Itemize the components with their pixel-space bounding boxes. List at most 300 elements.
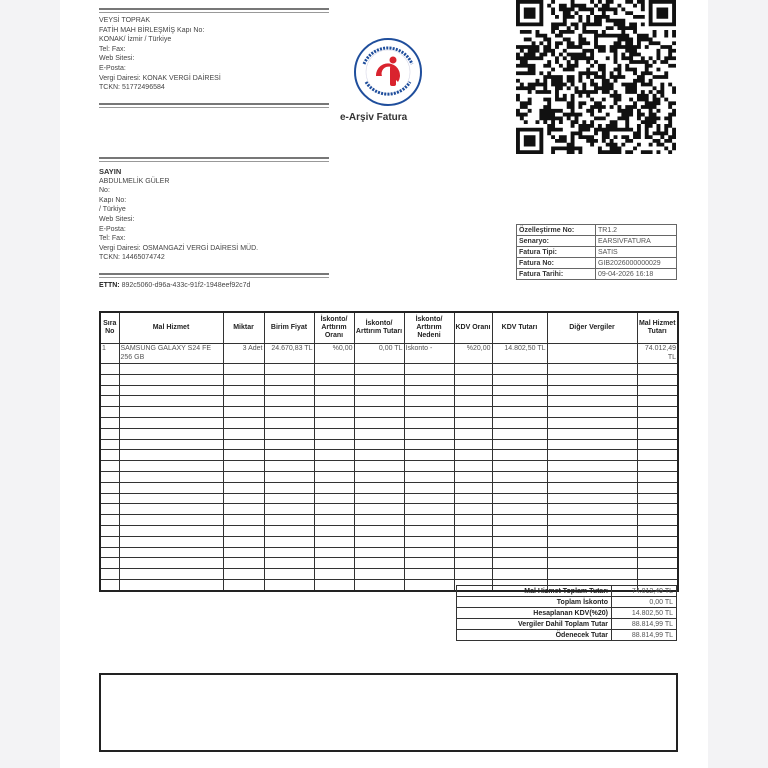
empty-cell bbox=[454, 450, 492, 461]
empty-cell bbox=[100, 471, 119, 482]
buyer-line: E-Posta: bbox=[99, 225, 126, 233]
empty-cell bbox=[119, 493, 223, 504]
empty-cell bbox=[100, 428, 119, 439]
empty-cell bbox=[119, 525, 223, 536]
empty-cell bbox=[454, 374, 492, 385]
empty-cell bbox=[547, 396, 637, 407]
empty-cell bbox=[100, 385, 119, 396]
empty-cell bbox=[492, 439, 547, 450]
empty-cell bbox=[100, 450, 119, 461]
empty-cell bbox=[637, 407, 678, 418]
buyer-line: TCKN: 14465074742 bbox=[99, 254, 165, 262]
empty-row bbox=[100, 536, 678, 547]
empty-cell bbox=[314, 417, 354, 428]
empty-cell bbox=[223, 385, 264, 396]
table-cell: SAMSUNG GALAXY S24 FE 256 GB bbox=[119, 344, 223, 364]
empty-cell bbox=[637, 385, 678, 396]
empty-cell bbox=[454, 515, 492, 526]
empty-cell bbox=[637, 461, 678, 472]
empty-cell bbox=[223, 525, 264, 536]
empty-cell bbox=[223, 428, 264, 439]
empty-cell bbox=[314, 396, 354, 407]
empty-cell bbox=[100, 461, 119, 472]
empty-cell bbox=[454, 569, 492, 580]
info-value: 09-04-2026 16:18 bbox=[596, 269, 677, 280]
empty-cell bbox=[223, 536, 264, 547]
empty-cell bbox=[119, 385, 223, 396]
empty-cell bbox=[354, 461, 404, 472]
empty-cell bbox=[119, 364, 223, 375]
empty-cell bbox=[492, 504, 547, 515]
gib-logo bbox=[352, 36, 424, 108]
empty-cell bbox=[354, 536, 404, 547]
info-row bbox=[517, 247, 677, 258]
empty-cell bbox=[314, 364, 354, 375]
info-key: Fatura Tarihi: bbox=[517, 269, 596, 280]
empty-cell bbox=[264, 364, 314, 375]
empty-row bbox=[100, 407, 678, 418]
ettn-line bbox=[99, 282, 250, 289]
info-row bbox=[517, 269, 677, 280]
totals-value: 88.814,99 TL bbox=[612, 619, 677, 630]
empty-cell bbox=[119, 547, 223, 558]
totals-value: 0,00 TL bbox=[612, 597, 677, 608]
empty-cell bbox=[264, 461, 314, 472]
seller-line: E-Posta: bbox=[99, 64, 126, 72]
empty-cell bbox=[119, 569, 223, 580]
info-value: GIB2026000000029 bbox=[596, 258, 677, 269]
empty-cell bbox=[223, 374, 264, 385]
totals-label: Ödenecek Tutar bbox=[457, 630, 612, 641]
empty-cell bbox=[100, 579, 119, 590]
empty-cell bbox=[100, 439, 119, 450]
empty-row bbox=[100, 417, 678, 428]
empty-cell bbox=[492, 385, 547, 396]
empty-cell bbox=[314, 515, 354, 526]
info-row bbox=[517, 236, 677, 247]
empty-cell bbox=[454, 536, 492, 547]
empty-cell bbox=[404, 525, 454, 536]
empty-cell bbox=[223, 439, 264, 450]
seller-line: KONAK/ İzmir / Türkiye bbox=[99, 36, 172, 44]
empty-cell bbox=[223, 471, 264, 482]
empty-cell bbox=[223, 461, 264, 472]
empty-cell bbox=[100, 536, 119, 547]
empty-row bbox=[100, 461, 678, 472]
empty-cell bbox=[264, 558, 314, 569]
empty-cell bbox=[264, 547, 314, 558]
empty-cell bbox=[492, 515, 547, 526]
empty-cell bbox=[547, 515, 637, 526]
empty-cell bbox=[264, 417, 314, 428]
empty-cell bbox=[637, 396, 678, 407]
table-cell: %20,00 bbox=[454, 344, 492, 364]
empty-cell bbox=[314, 471, 354, 482]
empty-row bbox=[100, 547, 678, 558]
empty-cell bbox=[264, 385, 314, 396]
seller-line: FATİH MAH BİRLEŞMİŞ Kapı No: bbox=[99, 26, 205, 34]
empty-cell bbox=[404, 471, 454, 482]
buyer-info bbox=[99, 167, 258, 263]
empty-cell bbox=[264, 428, 314, 439]
empty-cell bbox=[492, 461, 547, 472]
empty-cell bbox=[354, 515, 404, 526]
empty-cell bbox=[119, 482, 223, 493]
empty-cell bbox=[454, 417, 492, 428]
empty-cell bbox=[314, 450, 354, 461]
empty-cell bbox=[354, 396, 404, 407]
empty-cell bbox=[119, 396, 223, 407]
empty-cell bbox=[492, 450, 547, 461]
column-header: Birim Fiyat bbox=[264, 312, 314, 344]
seller-line: TCKN: 51772496584 bbox=[99, 84, 165, 92]
empty-cell bbox=[454, 504, 492, 515]
empty-cell bbox=[404, 569, 454, 580]
empty-row bbox=[100, 396, 678, 407]
empty-cell bbox=[314, 579, 354, 590]
empty-cell bbox=[404, 439, 454, 450]
empty-cell bbox=[454, 428, 492, 439]
empty-cell bbox=[354, 504, 404, 515]
empty-cell bbox=[547, 450, 637, 461]
empty-cell bbox=[100, 417, 119, 428]
info-row bbox=[517, 225, 677, 236]
empty-row bbox=[100, 558, 678, 569]
empty-cell bbox=[454, 396, 492, 407]
empty-cell bbox=[264, 482, 314, 493]
empty-cell bbox=[264, 569, 314, 580]
empty-cell bbox=[100, 525, 119, 536]
empty-row bbox=[100, 428, 678, 439]
empty-cell bbox=[492, 417, 547, 428]
empty-cell bbox=[354, 439, 404, 450]
buyer-line: Web Sitesi: bbox=[99, 215, 135, 223]
empty-cell bbox=[547, 504, 637, 515]
empty-cell bbox=[264, 579, 314, 590]
column-header: KDV Oranı bbox=[454, 312, 492, 344]
column-header: KDV Tutarı bbox=[492, 312, 547, 344]
empty-cell bbox=[119, 439, 223, 450]
empty-cell bbox=[404, 493, 454, 504]
totals-label: Hesaplanan KDV(%20) bbox=[457, 608, 612, 619]
empty-cell bbox=[547, 364, 637, 375]
empty-row bbox=[100, 385, 678, 396]
empty-cell bbox=[454, 471, 492, 482]
empty-cell bbox=[354, 407, 404, 418]
empty-cell bbox=[637, 417, 678, 428]
seller-info bbox=[99, 16, 221, 93]
buyer-line: / Türkiye bbox=[99, 206, 126, 214]
invoice-sheet bbox=[60, 0, 708, 768]
empty-cell bbox=[314, 558, 354, 569]
empty-cell bbox=[264, 450, 314, 461]
empty-cell bbox=[354, 482, 404, 493]
totals-label: Toplam İskonto bbox=[457, 597, 612, 608]
empty-cell bbox=[404, 428, 454, 439]
table-cell: 24.670,83 TL bbox=[264, 344, 314, 364]
empty-cell bbox=[454, 482, 492, 493]
empty-cell bbox=[223, 515, 264, 526]
totals-row bbox=[457, 630, 677, 641]
empty-cell bbox=[119, 471, 223, 482]
empty-cell bbox=[637, 569, 678, 580]
column-header: Sıra No bbox=[100, 312, 119, 344]
empty-cell bbox=[223, 417, 264, 428]
empty-cell bbox=[314, 504, 354, 515]
empty-cell bbox=[100, 515, 119, 526]
empty-cell bbox=[637, 482, 678, 493]
empty-cell bbox=[637, 471, 678, 482]
empty-cell bbox=[223, 504, 264, 515]
empty-cell bbox=[454, 525, 492, 536]
empty-cell bbox=[547, 525, 637, 536]
document-type-caption: e-Arşiv Fatura bbox=[340, 112, 408, 123]
column-header: İskonto/ Arttırım Nedeni bbox=[404, 312, 454, 344]
buyer-line: Tel: Fax: bbox=[99, 235, 126, 243]
empty-cell bbox=[314, 374, 354, 385]
empty-cell bbox=[404, 385, 454, 396]
empty-row bbox=[100, 482, 678, 493]
empty-cell bbox=[100, 407, 119, 418]
table-cell: 74.012,49 TL bbox=[637, 344, 678, 364]
empty-cell bbox=[354, 558, 404, 569]
empty-cell bbox=[547, 471, 637, 482]
empty-cell bbox=[404, 450, 454, 461]
empty-cell bbox=[119, 536, 223, 547]
empty-cell bbox=[223, 450, 264, 461]
empty-cell bbox=[637, 504, 678, 515]
empty-cell bbox=[637, 364, 678, 375]
empty-cell bbox=[314, 536, 354, 547]
empty-cell bbox=[547, 558, 637, 569]
empty-cell bbox=[264, 504, 314, 515]
empty-cell bbox=[223, 558, 264, 569]
empty-row bbox=[100, 525, 678, 536]
info-value: TR1.2 bbox=[596, 225, 677, 236]
totals-row bbox=[457, 586, 677, 597]
empty-cell bbox=[492, 525, 547, 536]
totals-value: 74.012,49 TL bbox=[612, 586, 677, 597]
buyer-title: SAYIN bbox=[99, 167, 122, 176]
empty-cell bbox=[547, 536, 637, 547]
empty-cell bbox=[223, 569, 264, 580]
empty-row bbox=[100, 374, 678, 385]
seller-top-rule bbox=[99, 8, 329, 13]
empty-cell bbox=[547, 428, 637, 439]
info-key: Senaryo: bbox=[517, 236, 596, 247]
empty-cell bbox=[404, 461, 454, 472]
empty-row bbox=[100, 439, 678, 450]
empty-cell bbox=[547, 385, 637, 396]
empty-cell bbox=[264, 407, 314, 418]
ettn-value: 892c5060-d96a-433c-91f2-1948eef92c7d bbox=[121, 282, 251, 289]
empty-cell bbox=[100, 364, 119, 375]
empty-cell bbox=[354, 493, 404, 504]
empty-cell bbox=[454, 558, 492, 569]
empty-cell bbox=[264, 525, 314, 536]
empty-cell bbox=[314, 439, 354, 450]
empty-cell bbox=[354, 417, 404, 428]
qr-code bbox=[516, 0, 676, 154]
empty-cell bbox=[119, 407, 223, 418]
empty-cell bbox=[637, 374, 678, 385]
empty-cell bbox=[637, 525, 678, 536]
empty-cell bbox=[547, 547, 637, 558]
totals-row bbox=[457, 608, 677, 619]
empty-cell bbox=[354, 569, 404, 580]
empty-cell bbox=[354, 525, 404, 536]
empty-cell bbox=[404, 515, 454, 526]
empty-cell bbox=[637, 428, 678, 439]
table-cell: 3 Adet bbox=[223, 344, 264, 364]
column-header: Mal Hizmet Tutarı bbox=[637, 312, 678, 344]
empty-cell bbox=[637, 536, 678, 547]
table-row bbox=[100, 344, 678, 364]
empty-cell bbox=[314, 461, 354, 472]
seller-line: VEYSİ TOPRAK bbox=[99, 17, 151, 24]
empty-row bbox=[100, 493, 678, 504]
invoice-info-table bbox=[516, 224, 677, 280]
empty-cell bbox=[454, 439, 492, 450]
seller-line: Web Sitesi: bbox=[99, 55, 135, 63]
info-key: Fatura Tipi: bbox=[517, 247, 596, 258]
empty-cell bbox=[492, 493, 547, 504]
totals-value: 88.814,99 TL bbox=[612, 630, 677, 641]
empty-cell bbox=[119, 579, 223, 590]
empty-cell bbox=[492, 569, 547, 580]
totals-table bbox=[456, 585, 677, 641]
empty-cell bbox=[492, 428, 547, 439]
empty-cell bbox=[547, 493, 637, 504]
empty-cell bbox=[314, 407, 354, 418]
totals-row bbox=[457, 619, 677, 630]
empty-row bbox=[100, 515, 678, 526]
column-header: Mal Hizmet bbox=[119, 312, 223, 344]
totals-label: Vergiler Dahil Toplam Tutar bbox=[457, 619, 612, 630]
empty-cell bbox=[314, 428, 354, 439]
empty-cell bbox=[404, 364, 454, 375]
empty-cell bbox=[119, 450, 223, 461]
empty-cell bbox=[100, 482, 119, 493]
buyer-line: No: bbox=[99, 187, 110, 195]
empty-cell bbox=[492, 396, 547, 407]
empty-cell bbox=[119, 558, 223, 569]
empty-cell bbox=[404, 374, 454, 385]
empty-cell bbox=[354, 364, 404, 375]
empty-cell bbox=[223, 579, 264, 590]
empty-cell bbox=[354, 471, 404, 482]
buyer-line: Vergi Dairesi: OSMANGAZİ VERGİ DAİRESİ MÜD. bbox=[99, 244, 259, 252]
buyer-lines bbox=[99, 177, 258, 263]
empty-cell bbox=[314, 525, 354, 536]
empty-cell bbox=[404, 482, 454, 493]
notes-box bbox=[99, 673, 678, 752]
empty-cell bbox=[404, 407, 454, 418]
empty-cell bbox=[223, 547, 264, 558]
empty-row bbox=[100, 450, 678, 461]
empty-cell bbox=[100, 504, 119, 515]
empty-cell bbox=[354, 547, 404, 558]
empty-cell bbox=[264, 396, 314, 407]
empty-cell bbox=[314, 547, 354, 558]
empty-cell bbox=[404, 536, 454, 547]
empty-cell bbox=[223, 407, 264, 418]
table-cell: 1 bbox=[100, 344, 119, 364]
empty-cell bbox=[314, 482, 354, 493]
empty-cell bbox=[314, 385, 354, 396]
empty-row bbox=[100, 364, 678, 375]
empty-cell bbox=[454, 493, 492, 504]
empty-cell bbox=[223, 396, 264, 407]
empty-cell bbox=[547, 569, 637, 580]
empty-row bbox=[100, 504, 678, 515]
empty-cell bbox=[404, 504, 454, 515]
totals-row bbox=[457, 597, 677, 608]
empty-row bbox=[100, 569, 678, 580]
info-value: EARSIVFATURA bbox=[596, 236, 677, 247]
empty-cell bbox=[454, 407, 492, 418]
empty-cell bbox=[492, 536, 547, 547]
empty-cell bbox=[454, 385, 492, 396]
info-row bbox=[517, 258, 677, 269]
empty-cell bbox=[119, 504, 223, 515]
empty-cell bbox=[119, 428, 223, 439]
empty-cell bbox=[119, 374, 223, 385]
empty-cell bbox=[404, 417, 454, 428]
empty-cell bbox=[404, 547, 454, 558]
empty-cell bbox=[314, 493, 354, 504]
buyer-bottom-rule bbox=[99, 273, 329, 278]
empty-cell bbox=[100, 558, 119, 569]
empty-cell bbox=[354, 374, 404, 385]
empty-cell bbox=[492, 374, 547, 385]
ettn-label: ETTN: bbox=[99, 282, 120, 289]
empty-cell bbox=[119, 515, 223, 526]
empty-cell bbox=[354, 428, 404, 439]
buyer-line: ABDULMELİK GÜLER bbox=[99, 177, 170, 185]
empty-cell bbox=[264, 515, 314, 526]
empty-cell bbox=[454, 364, 492, 375]
empty-cell bbox=[547, 461, 637, 472]
empty-cell bbox=[354, 579, 404, 590]
empty-cell bbox=[454, 547, 492, 558]
empty-cell bbox=[492, 547, 547, 558]
empty-cell bbox=[492, 471, 547, 482]
empty-cell bbox=[404, 579, 454, 590]
empty-cell bbox=[100, 374, 119, 385]
empty-cell bbox=[264, 471, 314, 482]
empty-cell bbox=[547, 417, 637, 428]
buyer-line: Kapı No: bbox=[99, 196, 127, 204]
line-items-table bbox=[99, 311, 679, 592]
empty-cell bbox=[223, 482, 264, 493]
empty-row bbox=[100, 471, 678, 482]
buyer-top-rule bbox=[99, 157, 329, 162]
table-cell: İskonto - bbox=[404, 344, 454, 364]
column-header: İskonto/ Arttırım Oranı bbox=[314, 312, 354, 344]
info-key: Fatura No: bbox=[517, 258, 596, 269]
empty-cell bbox=[100, 569, 119, 580]
empty-cell bbox=[404, 396, 454, 407]
totals-label: Mal Hizmet Toplam Tutarı bbox=[457, 586, 612, 597]
empty-cell bbox=[637, 439, 678, 450]
empty-cell bbox=[264, 536, 314, 547]
empty-cell bbox=[492, 558, 547, 569]
empty-cell bbox=[454, 461, 492, 472]
table-cell bbox=[547, 344, 637, 364]
seller-bottom-rule bbox=[99, 103, 329, 108]
empty-cell bbox=[100, 547, 119, 558]
